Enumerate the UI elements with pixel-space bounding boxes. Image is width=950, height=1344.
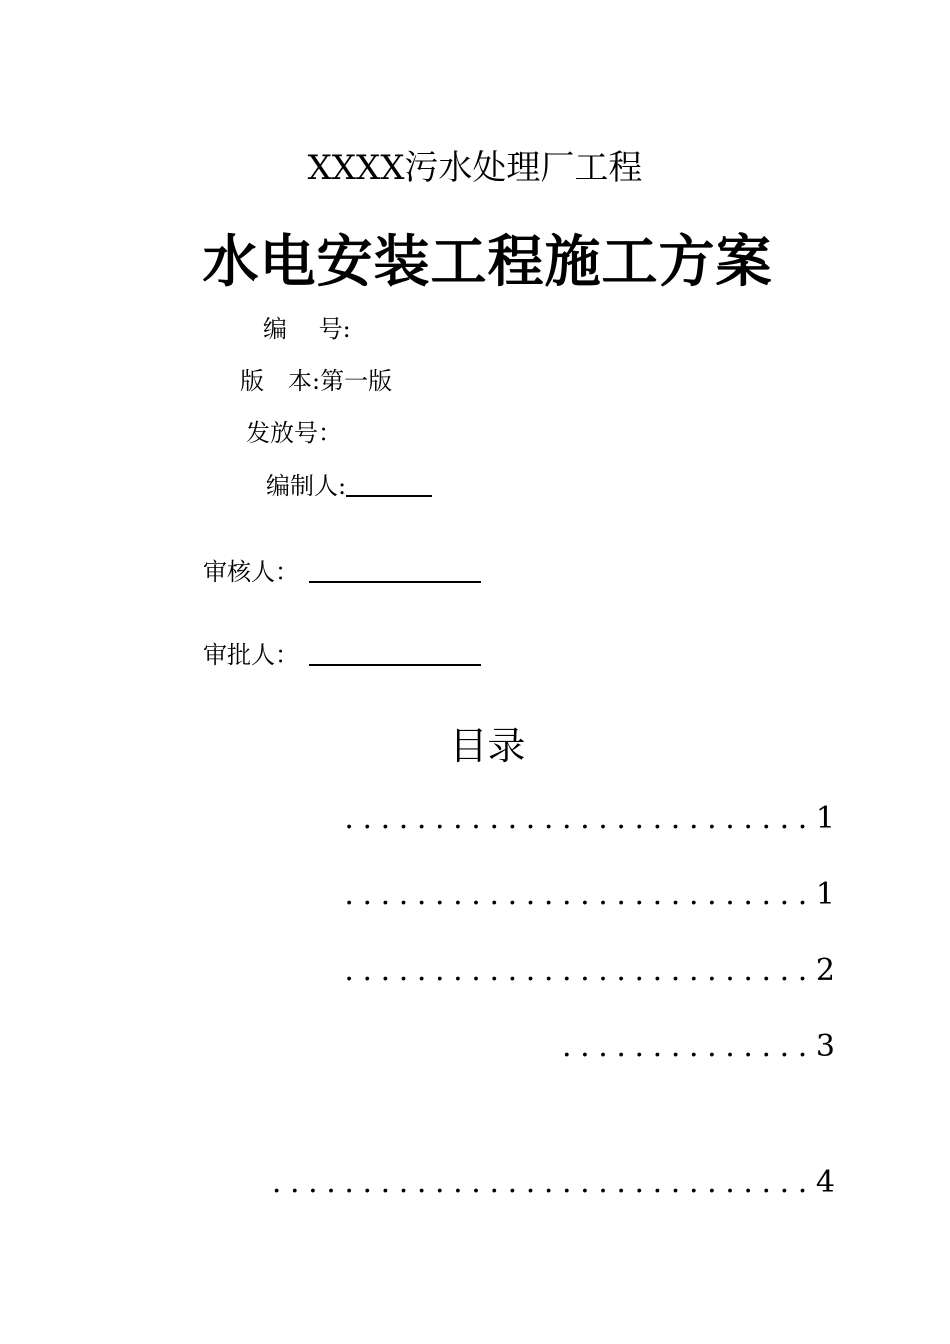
approver-signature-line — [309, 664, 481, 666]
toc-leader-dots: .............. — [562, 1029, 816, 1064]
toc-entry — [344, 953, 835, 988]
number-field — [263, 309, 351, 344]
version-label: 版 本: — [240, 367, 321, 395]
toc-page-number: 3 — [815, 1029, 835, 1064]
number-label: 编 号: — [263, 315, 351, 343]
toc-leader-dots: .......................... — [344, 953, 816, 988]
toc-page-number: 1 — [815, 877, 835, 912]
toc-entry — [344, 801, 835, 836]
issue-number-label: 发放号： — [246, 419, 342, 447]
toc-leader-dots: .............................. — [271, 1165, 816, 1200]
reviewer-signature-line — [309, 581, 481, 583]
toc-leader-dots: .......................... — [344, 877, 816, 912]
reviewer-label: 审核人： — [203, 558, 299, 586]
preparer-field — [266, 466, 432, 501]
reviewer-field — [203, 552, 481, 587]
toc-entry — [562, 1029, 835, 1064]
toc-page-number: 2 — [815, 953, 835, 988]
toc-title: 目录 — [449, 724, 526, 768]
toc-entry — [344, 877, 835, 912]
approver-label: 审批人： — [203, 641, 299, 669]
toc-page-number: 4 — [815, 1165, 835, 1200]
approver-field — [203, 635, 481, 670]
toc-leader-dots: .......................... — [344, 801, 816, 836]
main-title: 水电安装工程施工方案 — [202, 230, 773, 295]
toc-entry — [272, 1165, 835, 1200]
version-field — [240, 361, 392, 396]
preparer-signature-line — [346, 495, 432, 497]
project-title: XXXX污水处理厂工程 — [307, 148, 643, 188]
issue-number-field — [246, 413, 342, 448]
preparer-label: 编制人: — [266, 472, 347, 500]
version-value: 第一版 — [320, 367, 393, 395]
toc-page-number: 1 — [815, 801, 835, 836]
